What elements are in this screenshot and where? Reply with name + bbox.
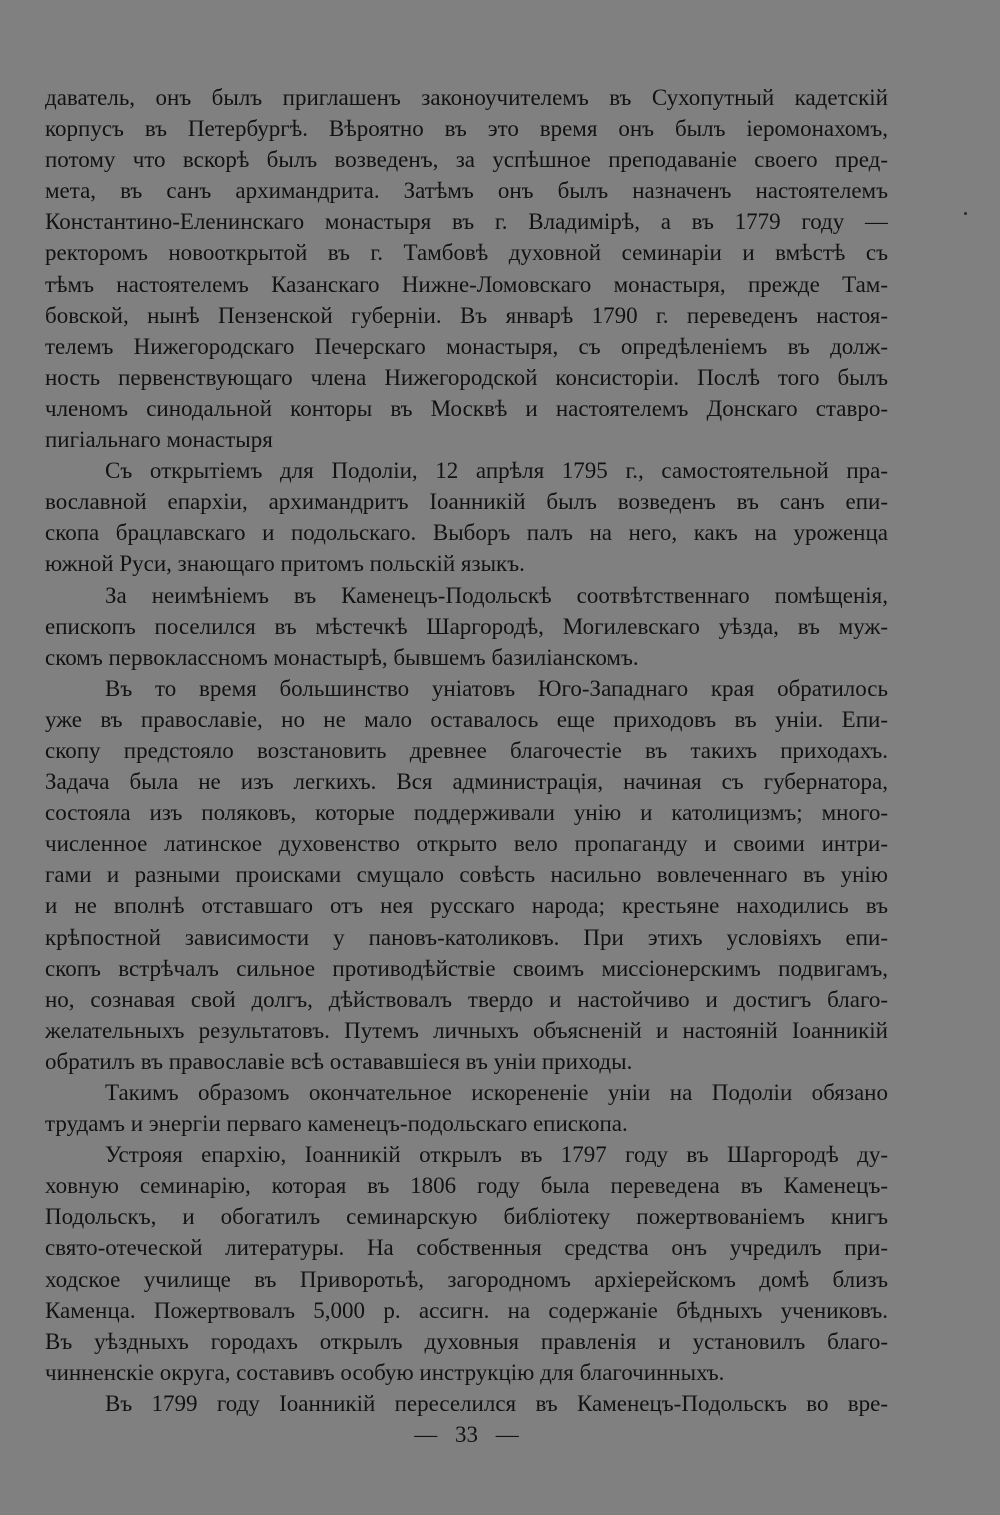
text-line: трудамъ и энергіи перваго каменецъ-подольскаго епископа. bbox=[45, 1111, 628, 1137]
text-line: Константино-Еленинскаго монастыря въ г. Владимірѣ, а въ 1779 году — bbox=[45, 209, 888, 235]
text-line: тѣмъ настоятелемъ Казанскаго Нижне-Ломовскаго монастыря, прежде Там- bbox=[45, 271, 888, 297]
text-line: скопу предстояло возстановить древнее благочестіе въ такихъ приходахъ. bbox=[45, 737, 888, 763]
paragraph bbox=[45, 673, 888, 1077]
text-line: Устрояя епархію, Іоанникій открылъ въ 1797 году въ Шаргородѣ ду- bbox=[105, 1142, 888, 1168]
text-line: гами и разными происками смущало совѣсть насильно вовлеченнаго въ унію bbox=[45, 862, 888, 888]
text-line: пигіальнаго монастыря bbox=[45, 427, 273, 453]
paragraph bbox=[45, 82, 888, 455]
page-number: — 33 — bbox=[414, 1422, 519, 1448]
text-line: свято-отеческой литературы. На собственныя средства онъ учредилъ при- bbox=[45, 1235, 888, 1261]
text-line: бовской, нынѣ Пензенской губерніи. Въ январѣ 1790 г. переведенъ настоя- bbox=[45, 302, 888, 328]
text-line: уже въ православіе, но не мало оставалось еще приходовъ въ уніи. Епи- bbox=[45, 706, 888, 732]
text-line: южной Руси, знающаго притомъ польскій языкъ. bbox=[45, 551, 525, 577]
text-line: даватель, онъ былъ приглашенъ законоучителемъ въ Сухопутный кадетскій bbox=[45, 85, 888, 110]
text-line: скопъ встрѣчалъ сильное противодѣйствіе своимъ миссіонерскимъ подвигамъ, bbox=[45, 955, 888, 981]
text-line: Такимъ образомъ окончательное искорененіе уніи на Подоліи обязано bbox=[105, 1080, 888, 1105]
text-line: епископъ поселился въ мѣстечкѣ Шаргородѣ, Могилевскаго уѣзда, въ муж- bbox=[45, 613, 888, 639]
text-line: членомъ синодальной конторы въ Москвѣ и настоятелемъ Донскаго ставро- bbox=[45, 395, 888, 421]
text-line: ректоромъ новооткрытой въ г. Тамбовѣ духовной семинаріи и вмѣстѣ съ bbox=[45, 240, 888, 266]
text-line: Съ открытіемъ для Подоліи, 12 апрѣля 1795 г., самостоятельной пра- bbox=[105, 458, 888, 484]
text-line: Въ уѣздныхъ городахъ открылъ духовныя правленія и установилъ благо- bbox=[45, 1328, 888, 1354]
text-line: Подольскъ, и обогатилъ семинарскую библіотеку пожертвованіемъ книгъ bbox=[45, 1204, 888, 1230]
text-line: чинненскіе округа, составивъ особую инструкцію для благочинныхъ. bbox=[45, 1359, 725, 1385]
text-line: крѣпостной зависимости у пановъ-католиковъ. При этихъ условіяхъ епи- bbox=[45, 924, 888, 950]
paragraph bbox=[45, 1077, 888, 1139]
text-line: Въ 1799 году Іоанникій переселился въ Каменецъ-Подольскъ во вре- bbox=[105, 1390, 888, 1416]
text-line: телемъ Нижегородскаго Печерскаго монастыря, съ опредѣленіемъ въ долж- bbox=[45, 333, 888, 359]
text-line: потому что вскорѣ былъ возведенъ, за успѣшное преподаваніе своего пред- bbox=[45, 147, 888, 173]
text-line: численное латинское духовенство открыто вело пропаганду и своими интри- bbox=[45, 831, 888, 857]
paragraph bbox=[45, 455, 888, 579]
text-line: желательныхъ результатовъ. Путемъ личныхъ объясненій и настояній Іоанникій bbox=[45, 1017, 888, 1043]
text-line: состояла изъ поляковъ, которые поддерживали унію и католицизмъ; много- bbox=[45, 800, 888, 826]
text-line: корпусъ въ Петербургѣ. Вѣроятно въ это время онъ былъ іеромонахомъ, bbox=[45, 116, 888, 142]
text-line: и не вполнѣ отставшаго отъ нея русскаго народа; крестьяне находились въ bbox=[45, 893, 888, 919]
text-line: ховную семинарію, которая въ 1806 году была переведена въ Каменецъ- bbox=[45, 1173, 888, 1199]
text-line: За неимѣніемъ въ Каменецъ-Подольскѣ соотвѣтственнаго помѣщенія, bbox=[105, 582, 888, 608]
text-line: но, сознавая свой долгъ, дѣйствовалъ твердо и настойчиво и достигъ благо- bbox=[45, 986, 888, 1012]
paragraph bbox=[45, 1139, 888, 1388]
paragraph bbox=[45, 1388, 888, 1419]
text-line: ходское училище въ Приворотьѣ, загородномъ архіерейскомъ домѣ близъ bbox=[45, 1266, 888, 1292]
page-text bbox=[45, 82, 888, 1450]
text-line: скомъ первоклассномъ монастырѣ, бывшемъ базиліанскомъ. bbox=[45, 644, 639, 670]
text-line: Задача была не изъ легкихъ. Вся администрація, начиная съ губернатора, bbox=[45, 769, 888, 795]
text-line: скопа брацлавскаго и подольскаго. Выборъ палъ на него, какъ на уроженца bbox=[45, 520, 888, 546]
text-line: Каменца. Пожертвовалъ 5,000 р. ассигн. на содержаніе бѣдныхъ учениковъ. bbox=[45, 1297, 888, 1323]
text-line: Въ то время большинство уніатовъ Юго-Западнаго края обратилось bbox=[105, 675, 888, 701]
scan-speck bbox=[964, 212, 967, 215]
text-line: мета, въ санъ архимандрита. Затѣмъ онъ былъ назначенъ настоятелемъ bbox=[45, 178, 888, 204]
text-line: ность первенствующаго члена Нижегородской консисторіи. Послѣ того былъ bbox=[45, 364, 888, 390]
paragraph bbox=[45, 580, 888, 673]
text-line: обратилъ въ православіе всѣ остававшіеся въ уніи приходы. bbox=[45, 1048, 633, 1074]
text-line: вославной епархіи, архимандритъ Іоанникій былъ возведенъ въ санъ епи- bbox=[45, 489, 888, 515]
